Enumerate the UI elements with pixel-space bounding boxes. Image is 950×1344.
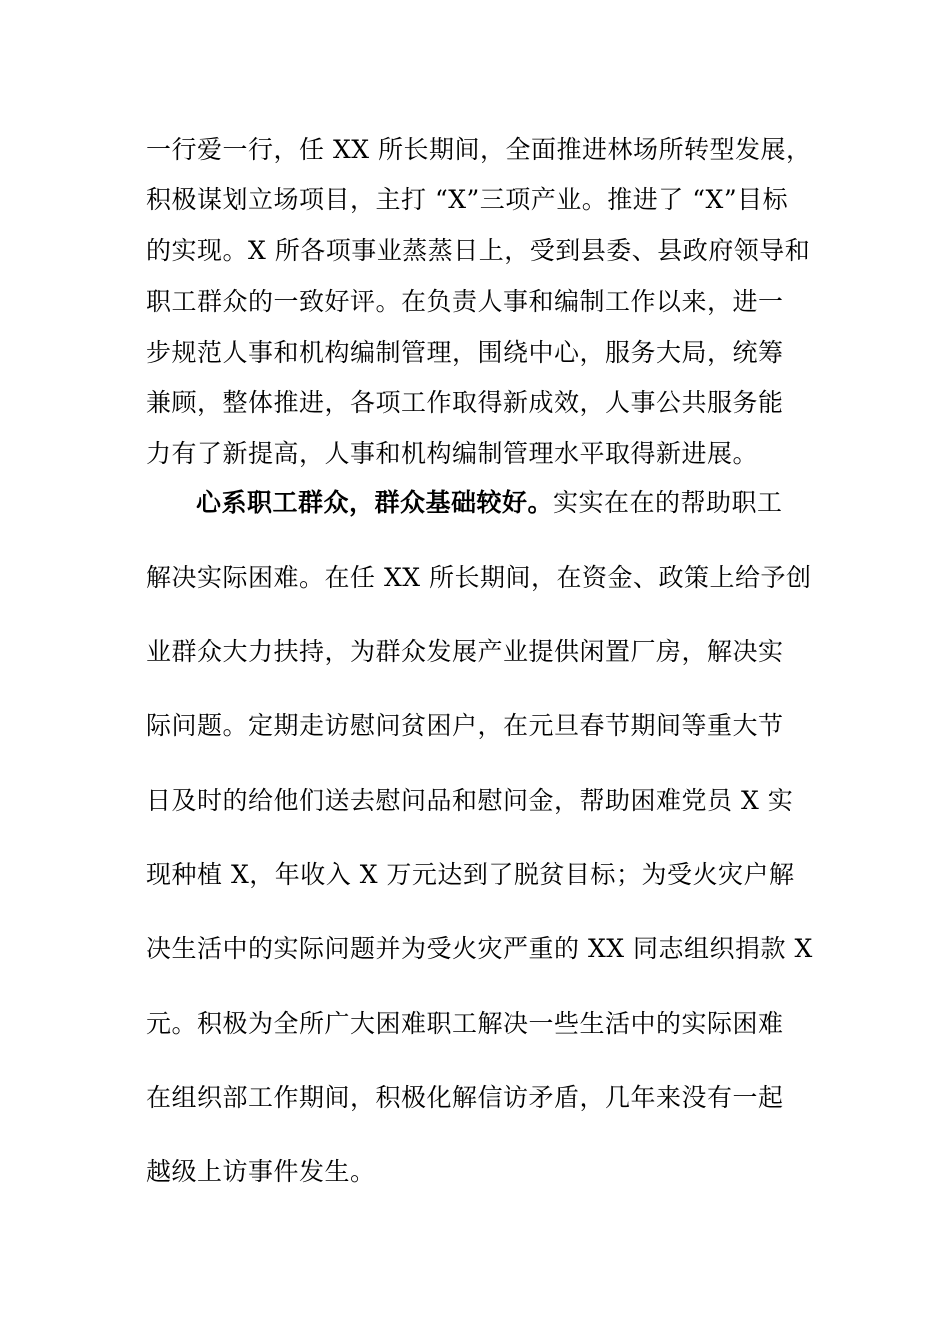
text-line: 解决实际困难。在任 XX 所长期间，在资金、政策上给予创 bbox=[146, 563, 812, 592]
text-line: 一行爱一行，任 XX 所长期间，全面推进林场所转型发展， bbox=[146, 135, 812, 164]
text-line: 业群众大力扶持，为群众发展产业提供闲置厂房，解决实 bbox=[146, 637, 784, 666]
text-line: 决生活中的实际问题并为受火灾严重的 XX 同志组织捐款 X bbox=[146, 934, 813, 963]
paragraph-heading: 心系职工群众，群众基础较好。 bbox=[196, 488, 554, 517]
text-line: 越级上访事件发生。 bbox=[146, 1157, 376, 1186]
text-line: 际问题。定期走访慰问贫困户，在元旦春节期间等重大节 bbox=[146, 711, 784, 740]
text-line: 兼顾，整体推进，各项工作取得新成效，人事公共服务能 bbox=[146, 388, 784, 417]
text-line: 元。积极为全所广大困难职工解决一些生活中的实际困难 bbox=[146, 1009, 784, 1038]
text-segment: 实实在在的帮助职工 bbox=[553, 488, 783, 517]
text-line: 日及时的给他们送去慰问品和慰问金，帮助困难党员 X 实 bbox=[146, 786, 794, 815]
text-line: 力有了新提高，人事和机构编制管理水平取得新进展。 bbox=[146, 439, 759, 468]
paragraph-first-line bbox=[196, 487, 783, 519]
text-line: 步规范人事和机构编制管理，围绕中心，服务大局，统筹 bbox=[146, 338, 784, 367]
text-line: 现种植 X，年收入 X 万元达到了脱贫目标；为受火灾户解 bbox=[146, 860, 795, 889]
text-line: 的实现。X 所各项事业蒸蒸日上，受到县委、县政府领导和 bbox=[146, 236, 811, 265]
text-line: 在组织部工作期间，积极化解信访矛盾，几年来没有一起 bbox=[146, 1083, 784, 1112]
text-line: 积极谋划立场项目，主打 “X”三项产业。推进了 “X”目标 bbox=[146, 185, 789, 214]
text-line: 职工群众的一致好评。在负责人事和编制工作以来，进一 bbox=[146, 287, 784, 316]
